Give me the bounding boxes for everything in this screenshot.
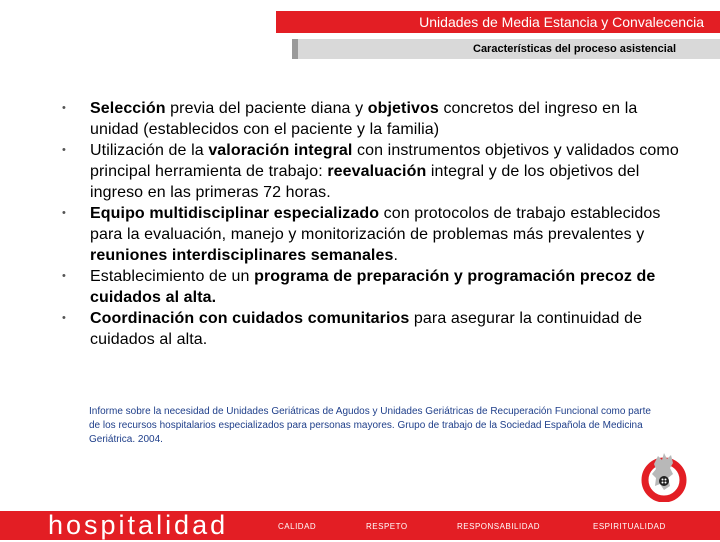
footer-value-espiritualidad: ESPIRITUALIDAD	[593, 522, 666, 531]
bullet-dot-icon: •	[62, 312, 66, 324]
bullet-text-bold: Selección	[90, 100, 166, 117]
footer-value-calidad: CALIDAD	[278, 522, 317, 531]
footer-value-respeto: RESPETO	[366, 522, 408, 531]
bullet-list	[56, 98, 686, 350]
bullet-text: para asegurar la continuidad de cuidados al alta.	[90, 310, 643, 348]
bullet-text: previa del paciente diana y	[165, 100, 368, 117]
bullet-text: con instrumentos objetivos y validados como principal herramienta de trabajo:	[90, 142, 679, 180]
bullet-item	[56, 140, 686, 203]
red-circle-logo-icon	[640, 450, 688, 502]
bullet-dot-icon: •	[62, 102, 66, 114]
reference-note: Informe sobre la necesidad de Unidades Geriátricas de Agudos y Unidades Geriátricas de Recuperación Funcional como parte de los recursos hospitalarios especializados para personas mayores. Grupo de trabajo de la Sociedad Española de Medicina Geriátrica. 2004.	[89, 406, 651, 445]
bullet-text-bold: reuniones interdisciplinares semanales	[90, 247, 394, 264]
bullet-item	[56, 308, 686, 350]
bullet-dot-icon: •	[62, 270, 66, 282]
section-title: Unidades de Media Estancia y Convalecencia	[419, 14, 704, 30]
bullet-text-bold: objetivos	[367, 100, 439, 117]
footer-bar	[0, 511, 720, 540]
section-subtitle: Características del proceso asistencial	[473, 43, 676, 55]
bullet-item	[56, 203, 686, 266]
bullet-text-bold: Coordinación con cuidados comunitarios	[90, 310, 410, 327]
bullet-text: integral y de los objetivos del ingreso en las primeras 72 horas.	[90, 163, 640, 201]
bullet-text-bold: Equipo multidisciplinar especializado	[90, 205, 380, 222]
bullet-dot-icon: •	[62, 207, 66, 219]
bullet-text: con protocolos de trabajo establecidos para la evaluación, manejo y monitorización de problemas más prevalentes y	[90, 205, 661, 243]
bullet-dot-icon: •	[62, 144, 66, 156]
bullet-item	[56, 266, 686, 308]
footer-value-responsabilidad: RESPONSABILIDAD	[457, 522, 541, 531]
bullet-text-bold: programa de preparación y programación precoz de cuidados al alta.	[90, 268, 656, 306]
bullet-text-bold: reevaluación	[327, 163, 427, 180]
footer-brand: hospitalidad	[48, 510, 229, 540]
bullet-text: concretos del ingreso en la unidad (establecidos con el paciente y la familia)	[90, 100, 638, 138]
bullet-text: .	[393, 247, 399, 264]
bullet-item	[56, 98, 686, 140]
bullet-text: Establecimiento de un	[90, 268, 255, 285]
section-title-bar	[276, 11, 720, 33]
section-subtitle-bar	[292, 39, 720, 59]
bullet-text: Utilización de la	[90, 142, 209, 159]
bullet-text-bold: valoración integral	[208, 142, 353, 159]
